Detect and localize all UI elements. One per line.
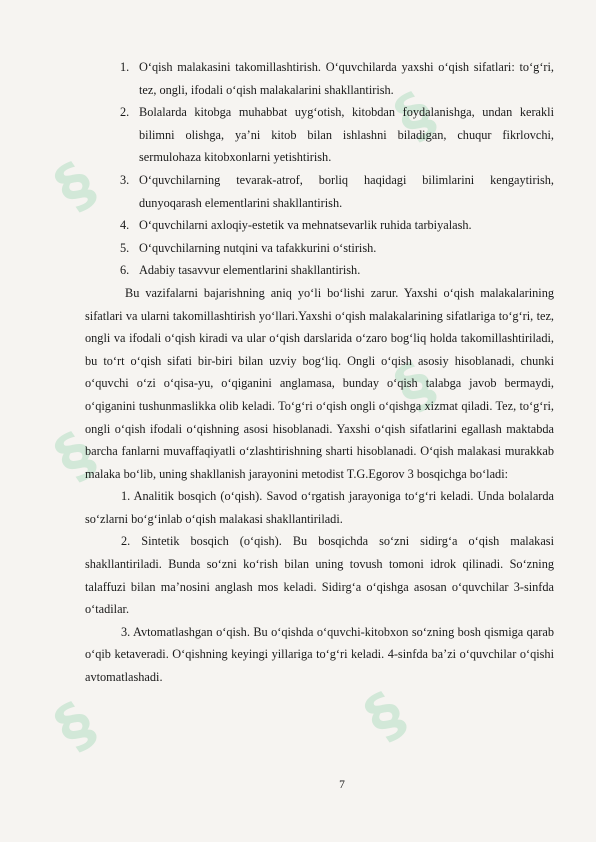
document-body (85, 56, 554, 689)
list-item: 3. O‘quvchilarning tevarak-atrof, borliq haqidagi bilimlarini kengaytirish, dunyoqarash elementlarini shakllantirish. (120, 172, 554, 210)
watermark: § (382, 346, 452, 424)
watermark: § (382, 76, 452, 154)
paragraph-automated-stage: 3. Avtomatlashgan o‘qish. Bu o‘qishda o‘quvchi-kitobxon so‘zning bosh qismiga qarab o‘qib ketaveradi. O‘qishning keyingi yillariga to‘g‘ri keladi. 4-sinfda ba’zi o‘quvchilar o‘qishi avtomatlashadi. (85, 624, 554, 685)
watermark: § (352, 676, 422, 754)
list-item: 1. O‘qish malakasini takomillashtirish. O‘quvchilarda yaxshi o‘qish sifatlari: to‘g‘ri, tez, ongli, ifodali o‘qish malakalarini shakllantirish. (120, 60, 554, 97)
watermark: § (42, 416, 112, 494)
watermark: § (42, 146, 112, 224)
list-item: 5. O‘quvchilarning nutqini va tafakkurini o‘stirish. (120, 240, 377, 255)
paragraph-analytic-stage: 1. Analitik bosqich (o‘qish). Savod o‘rgatish jarayoniga to‘g‘ri keladi. Unda bolalarda so‘zlarni bo‘g‘inlab o‘qish malakasi shakllantiriladi. (85, 489, 554, 526)
goals-list (85, 56, 554, 282)
paragraph-reading-qualities: Bu vazifalarni bajarishning aniq yo‘li bo‘lishi zarur. Yaxshi o‘qish malakalarining sifatlari va ularni takomillashtirish yo‘llari.Yaxshi o‘qish malakalarining sifatlariga to‘g‘ri, tez, ongli va ifodali o‘qish kiradi va ular o‘qish darslarida o‘zaro bog‘liq holda takomillashtiriladi, bu to‘rt o‘qish sifati bir-biri bilan uzviy bog‘liq. Ongli o‘qish asosiy hisoblanadi, chunki o‘quvchi o‘zi o‘qisa-yu, o‘qiganini anglamasa, bunday o‘qish talabga javob bermaydi, o‘qiganini tushunmaslikka olib keladi. To‘g‘ri o‘qish ongli o‘qishga xizmat qiladi. Tez, to‘g‘ri, ongli o‘qish ifodali o‘qishning asosi hisoblanadi. Yaxshi o‘qish sifatlarini egallash maktabda barcha fanlarni muvaffaqiyatli o‘zlashtirishning sharti hisoblanadi. O‘qish malakasi murakkab malaka bo‘lib, uning shakllanish jarayonini metodist T.G.Egorov 3 bosqichga bo‘ladi: (85, 285, 554, 481)
list-item: 4. O‘quvchilarni axloqiy-estetik va mehnatsevarlik ruhida tarbiyalash. (120, 218, 472, 233)
watermark: § (42, 686, 112, 764)
list-item: 2. Bolalarda kitobga muhabbat uyg‘otish, kitobdan foydalanishga, undan kerakli bilimni olishga, ya’ni kitob bilan ishlashni biladigan, chuqur fikrlovchi, sermulohaza kitobxonlarni yetishtirish. (120, 105, 554, 165)
list-item: 6. Adabiy tasavvur elementlarini shakllantirish. (120, 263, 361, 278)
page-number: 7 (339, 779, 345, 791)
paragraph-synthetic-stage: 2. Sintetik bosqich (o‘qish). Bu bosqichda so‘zni sidirg‘a o‘qish malakasi shakllantiriladi. Bunda so‘zni ko‘rish bilan uning tovush tomoni idrok qilinadi. So‘zning talaffuzi bilan ma’nosini anglash mos keladi. Sidirg‘a o‘qishga asosan o‘quvchilar 3-sinfda o‘tadilar. (85, 534, 554, 617)
